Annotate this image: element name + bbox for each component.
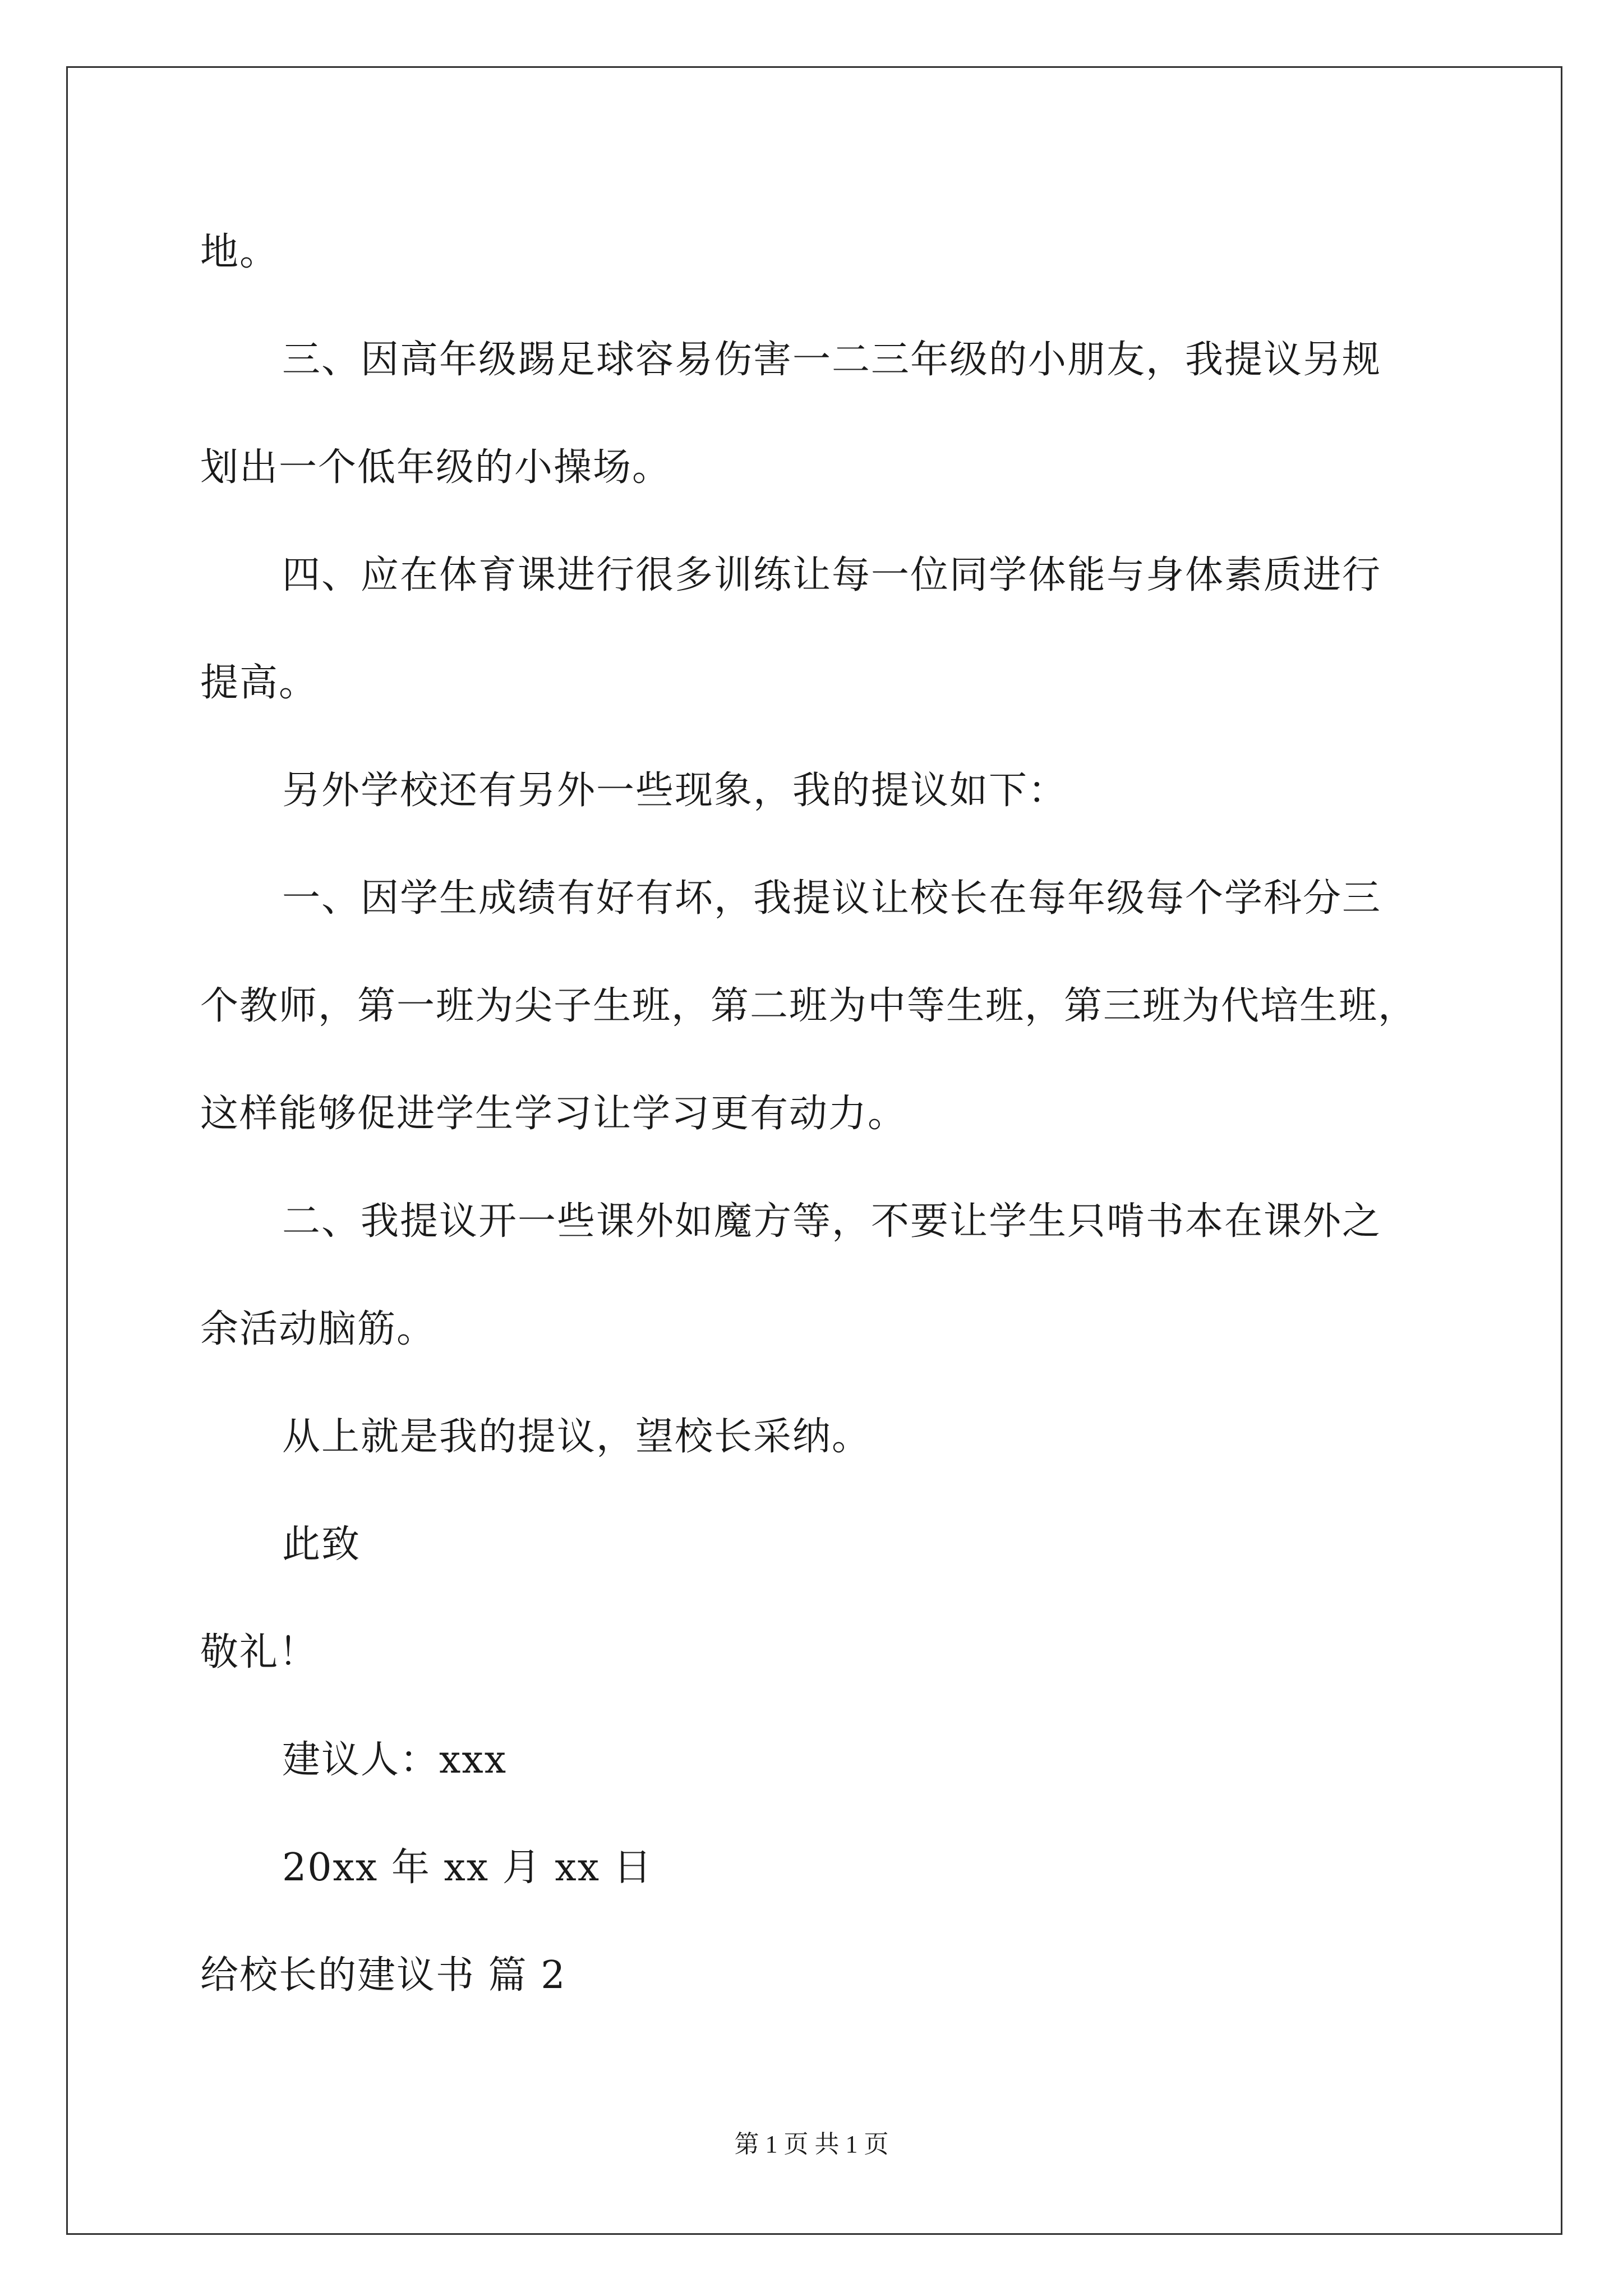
text-line-3: 划出一个低年级的小操场。 bbox=[200, 445, 672, 490]
text-line-13: 此致 bbox=[282, 1522, 361, 1567]
text-line-11: 余活动脑筋。 bbox=[200, 1307, 436, 1351]
text-line-15: 建议人：xxx bbox=[282, 1738, 508, 1782]
page-footer: 第 1 页 共 1 页 bbox=[734, 2131, 889, 2158]
text-line-4: 四、应在体育课进行很多训练让每一位同学体能与身体素质进行 bbox=[282, 553, 1382, 597]
text-line-7: 一、因学生成绩有好有坏，我提议让校长在每年级每个学科分三 bbox=[282, 876, 1382, 921]
text-line-6: 另外学校还有另外一些现象，我的提议如下： bbox=[282, 769, 1068, 813]
text-line-2: 三、因高年级踢足球容易伤害一二三年级的小朋友，我提议另规 bbox=[282, 338, 1382, 382]
text-line-16: 20xx 年 xx 月 xx 日 bbox=[282, 1846, 653, 1890]
text-line-12: 从上就是我的提议，望校长采纳。 bbox=[282, 1415, 872, 1459]
text-line-17: 给校长的建议书 篇 2 bbox=[200, 1953, 566, 1998]
text-line-14: 敬礼！ bbox=[200, 1630, 319, 1674]
text-line-5: 提高。 bbox=[200, 661, 319, 705]
text-line-8: 个教师，第一班为尖子生班，第二班为中等生班，第三班为代培生班， bbox=[200, 984, 1418, 1028]
page-border bbox=[66, 66, 1562, 2235]
text-line-9: 这样能够促进学生学习让学习更有动力。 bbox=[200, 1092, 907, 1136]
text-line-1: 地。 bbox=[200, 230, 279, 274]
text-line-10: 二、我提议开一些课外如魔方等，不要让学生只啃书本在课外之 bbox=[282, 1199, 1382, 1244]
